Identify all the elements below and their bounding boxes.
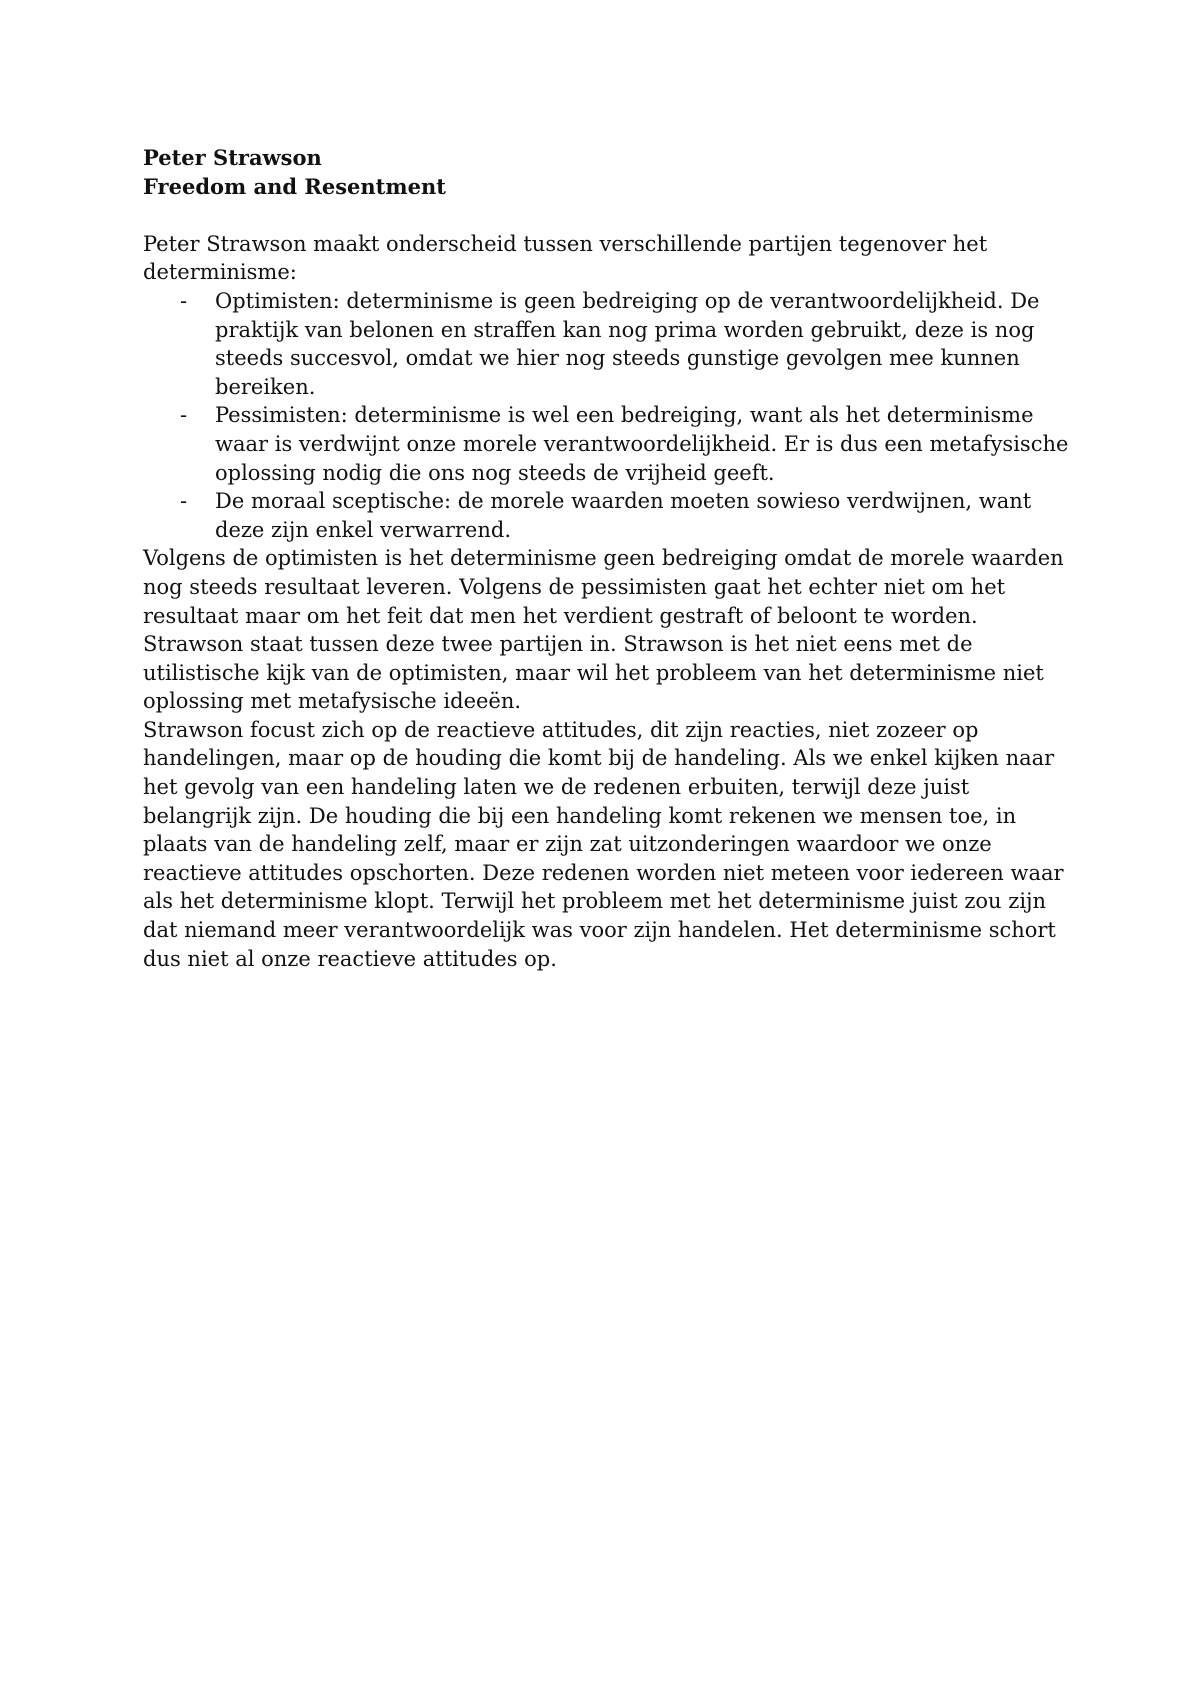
document-body xyxy=(143,144,1083,973)
author-heading: Peter Strawson xyxy=(143,145,322,170)
list-item-text: Optimisten: determinisme is geen bedreiging op de verantwoordelijkheid. De praktijk van belonen en straffen kan nog prima worden gebruikt, deze is nog steeds succesvol, omdat we hier nog steeds gunstige gevolgen mee kunnen bereiken. xyxy=(215,288,1040,399)
list-item-optimists xyxy=(143,287,1083,401)
document-title: Freedom and Resentment xyxy=(143,173,446,199)
paragraph-optimists-pessimists: Volgens de optimisten is het determinisme geen bedreiging omdat de morele waarden nog steeds resultaat leveren. Volgens de pessimisten gaat het echter niet om het resultaat maar om het feit dat men het verdient gestraft of beloont te worden. xyxy=(143,546,1064,628)
intro-paragraph: Peter Strawson maakt onderscheid tussen verschillende partijen tegenover het determinisme: xyxy=(143,231,988,285)
blank-line xyxy=(143,201,1083,230)
parties-list xyxy=(143,287,1083,544)
list-item-pessimists xyxy=(143,401,1083,487)
paragraph-strawson-position: Strawson staat tussen deze twee partijen in. Strawson is het niet eens met de utilistische kijk van de optimisten, maar wil het probleem van het determinisme niet oplossing met metafysische ideeën. xyxy=(143,632,1044,714)
bullet-dash: - xyxy=(180,403,188,428)
list-item-moral-sceptics xyxy=(143,487,1083,544)
bullet-dash: - xyxy=(180,489,188,514)
list-item-text: Pessimisten: determinisme is wel een bedreiging, want als het determinisme waar is verdwijnt onze morele verantwoordelijkheid. Er is dus een metafysische oplossing nodig die ons nog steeds de vrijheid geeft. xyxy=(215,403,1069,485)
bullet-dash: - xyxy=(180,288,188,313)
paragraph-reactive-attitudes: Strawson focust zich op de reactieve attitudes, dit zijn reacties, niet zozeer op handelingen, maar op de houding die komt bij de handeling. Als we enkel kijken naar het gevolg van een handeling laten we de redenen erbuiten, terwijl deze juist belangrijk zijn. De houding die bij een handeling komt rekenen we mensen toe, in plaats van de handeling zelf, maar er zijn zat uitzonderingen waardoor we onze reactieve attitudes opschorten. Deze redenen worden niet meteen voor iedereen waar als het determinisme klopt. Terwijl het probleem met het determinisme juist zou zijn dat niemand meer verantwoordelijk was voor zijn handelen. Het determinisme schort dus niet al onze reactieve attitudes op. xyxy=(143,717,1064,971)
list-item-text: De moraal sceptische: de morele waarden moeten sowieso verdwijnen, want deze zijn enkel verwarrend. xyxy=(215,489,1032,542)
